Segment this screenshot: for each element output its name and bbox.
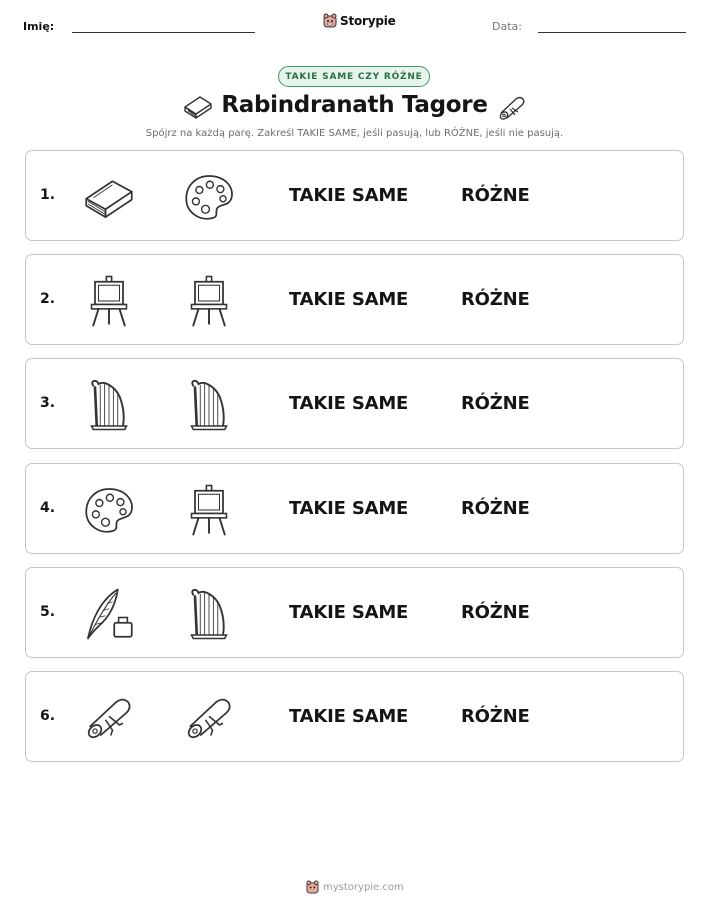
date-line[interactable] [538,32,686,33]
option-different[interactable]: RÓŻNE [461,601,530,623]
brand-logo [323,13,396,28]
exercise-row [25,358,684,449]
row-number: 3. [40,395,56,412]
storypie-mascot-icon [306,880,319,894]
exercise-row [25,567,684,658]
option-different[interactable]: RÓŻNE [461,497,530,519]
row-number: 6. [40,708,56,724]
worksheet-type-badge: TAKIE SAME CZY RÓŻNE [278,66,430,87]
option-different[interactable]: RÓŻNE [461,393,530,415]
row-number: 5. [40,603,56,620]
scroll-icon [81,690,137,746]
footer [306,880,404,894]
exercise-row [25,150,684,241]
easel-icon [81,273,137,329]
scroll-icon [181,690,237,746]
footer-url: mystorypie.com [323,881,404,893]
row-number: 4. [40,499,56,516]
exercise-row [25,671,684,762]
harp-icon [181,586,237,642]
easel-icon [181,273,237,329]
option-different[interactable]: RÓŻNE [461,289,530,311]
quill-inkwell-icon [81,586,137,642]
option-same[interactable]: TAKIE SAME [289,601,409,623]
exercise-row [25,463,684,554]
option-same[interactable]: TAKIE SAME [289,185,409,206]
page-title: Rabindranath Tagore [221,92,488,118]
palette-icon [181,169,237,225]
date-label: Data: [492,20,522,33]
option-same[interactable]: TAKIE SAME [289,497,409,519]
exercise-row [25,254,684,345]
harp-icon [81,377,137,433]
option-same[interactable]: TAKIE SAME [289,706,409,727]
option-different[interactable]: RÓŻNE [461,706,530,727]
option-same[interactable]: TAKIE SAME [289,393,409,415]
harp-icon [181,377,237,433]
easel-icon [181,482,237,538]
storypie-mascot-icon [323,13,337,28]
instructions: Spójrz na każdą parę. Zakreśl TAKIE SAME, jeśli pasują, lub RÓŻNE, jeśli nie pasują. [145,128,564,139]
brand-name: Storypie [340,13,396,28]
option-different[interactable]: RÓŻNE [461,185,530,206]
book-icon [81,169,137,225]
name-label: Imię: [23,20,55,33]
scroll-icon [496,93,528,121]
row-number: 1. [40,187,56,203]
row-number: 2. [40,291,56,308]
palette-icon [81,482,137,538]
option-same[interactable]: TAKIE SAME [289,289,409,311]
name-line[interactable] [72,32,255,33]
